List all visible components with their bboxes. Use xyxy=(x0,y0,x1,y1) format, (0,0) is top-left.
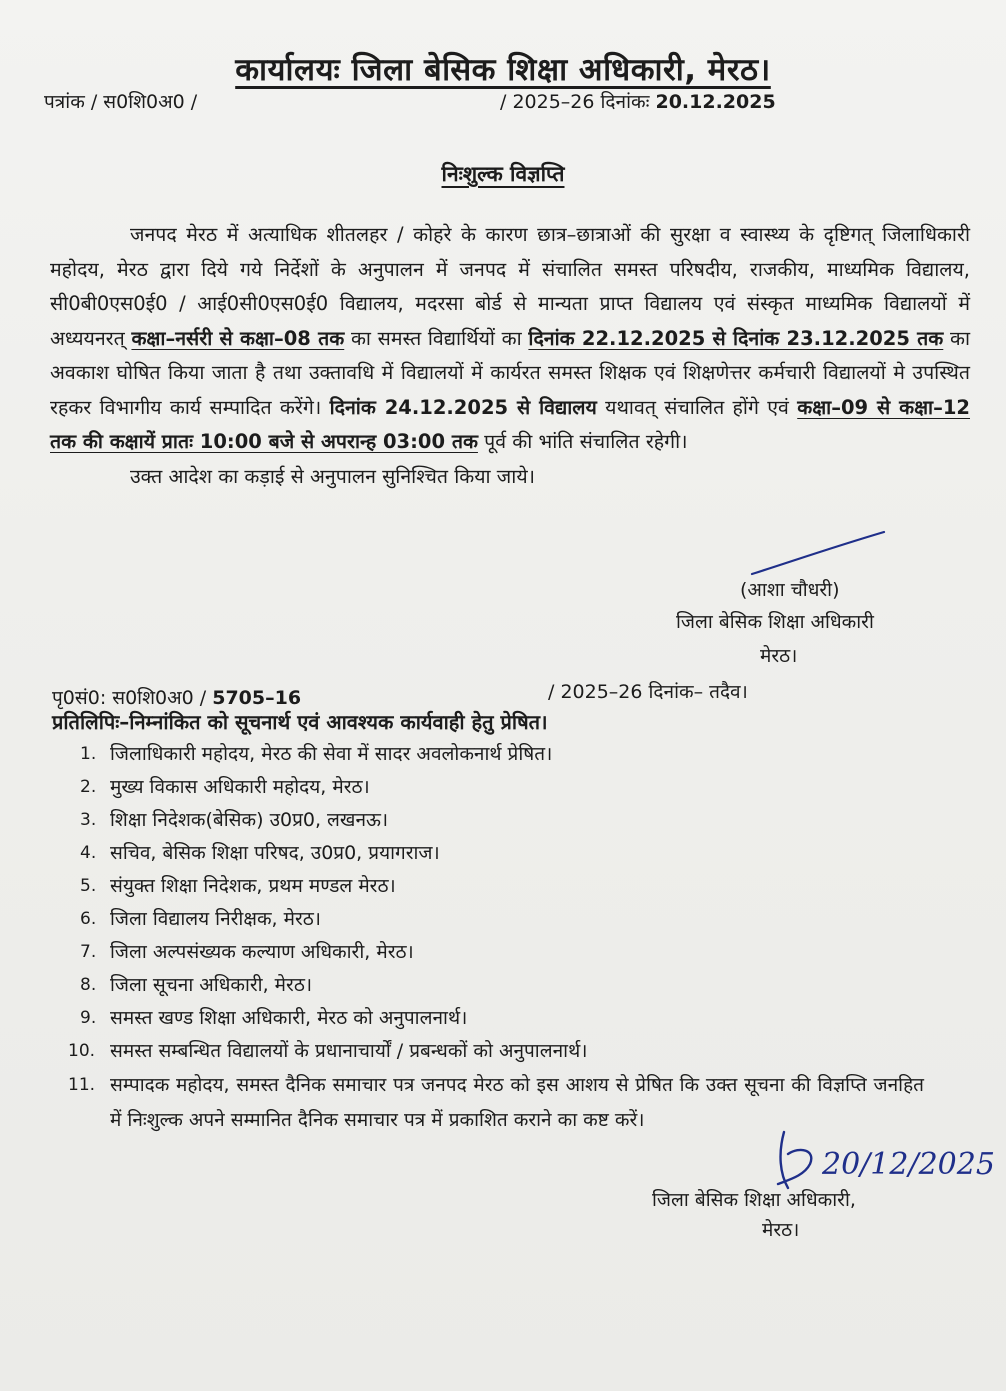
signature-date: 20/12/2025 xyxy=(822,1147,995,1182)
holiday-dates: दिनांक 22.12.2025 से दिनांक 23.12.2025 तक xyxy=(528,326,944,350)
notice-heading-text: निःशुल्क विज्ञप्ति xyxy=(441,162,565,186)
list-item: 6. जिला विद्यालय निरीक्षक, मेरठ। xyxy=(80,908,322,930)
copy-reference xyxy=(52,684,301,710)
signature-stroke xyxy=(750,528,890,578)
list-item: 3. शिक्षा निदेशक(बेसिक) उ0प्र0, लखनऊ। xyxy=(80,809,389,831)
footer-designation: जिला बेसिक शिक्षा अधिकारी, xyxy=(652,1189,856,1211)
signatory-name: (आशा चौधरी) xyxy=(740,579,840,601)
letter-date: 20.12.2025 xyxy=(655,91,776,113)
letter-reference: पत्रांक / स0शि0अ0 / xyxy=(44,91,198,113)
list-item: 11. सम्पादक महोदय, समस्त दैनिक समाचार पत्र जनपद मेरठ को इस आशय से प्रेषित कि उक्त सूचना की विज्ञप्ति जनहित में निःशुल्क अपने सम्मानित दैनिक समाचार पत्र में प्रकाशित कराने का कष्ट करें। xyxy=(68,1074,924,1131)
body-segment: यथावत् संचालित होंगे एवं xyxy=(605,395,789,419)
list-item: 4. सचिव, बेसिक शिक्षा परिषद, उ0प्र0, प्रयागराज। xyxy=(80,842,440,864)
class-range: कक्षा–नर्सरी से कक्षा–08 तक xyxy=(131,326,345,350)
notice-heading xyxy=(0,160,1006,188)
letter-date-prefix: / 2025–26 दिनांकः xyxy=(500,91,650,113)
office-title-text: कार्यालयः जिला बेसिक शिक्षा अधिकारी, मेरठ। xyxy=(235,52,771,88)
notice-body xyxy=(50,218,970,494)
resume-date: दिनांक 24.12.2025 से विद्यालय xyxy=(329,395,597,419)
copy-heading: प्रतिलिपिः–निम्नांकित को सूचनार्थ एवं आवश्यक कार्यवाही हेतु प्रेषित। xyxy=(52,710,548,734)
signatory-place: मेरठ। xyxy=(760,645,798,667)
office-title xyxy=(0,48,1006,90)
footer-place: मेरठ। xyxy=(762,1219,800,1241)
list-item: 5. संयुक्त शिक्षा निदेशक, प्रथम मण्डल मेरठ। xyxy=(80,875,396,897)
list-item: 1. जिलाधिकारी महोदय, मेरठ की सेवा में सादर अवलोकनार्थ प्रेषित। xyxy=(80,743,553,765)
list-item: 2. मुख्य विकास अधिकारी महोदय, मेरठ। xyxy=(80,776,370,798)
copy-date-line: / 2025–26 दिनांक– तदैव। xyxy=(548,681,748,703)
copy-reference-prefix: पृ0सं0: स0शि0अ0 / xyxy=(52,687,207,709)
class-timing: कक्षा–09 से कक्षा–12 तक की कक्षायें प्रातः 10:00 बजे से अपरान्ह 03:00 तक xyxy=(50,395,970,453)
body-segment: पूर्व की भांति संचालित रहेगी। xyxy=(484,430,688,453)
copy-recipient-list xyxy=(64,738,964,1138)
list-item: 10. समस्त सम्बन्धित विद्यालयों के प्रधानाचार्यों / प्रबन्धकों को अनुपालनार्थ। xyxy=(68,1040,588,1062)
body-segment: जनपद मेरठ में अत्याधिक शीतलहर / कोहरे के कारण छात्र–छात्राओं की सुरक्षा व स्वास्थ्य के दृष्टिगत् जिलाधिकारी महोदय, मेरठ द्वारा दिये गये निर्देशों के अनुपालन में जनपद में संचालित समस्त परिषदीय, राजकीय, माध्यमिक विद्यालय, सी0बी0एस0ई0 / आई0सी0एस0ई0 विद्यालय, मदरसा बोर्ड से मान्यता प्राप्त विद्यालय एवं संस्कृत माध्यमिक विद्यालयों में अध्ययनरत् xyxy=(50,223,970,350)
body-segment: का समस्त विद्यार्थियों का xyxy=(350,326,522,350)
notice-paragraph-1 xyxy=(50,218,970,460)
letter-date-line xyxy=(500,88,776,114)
body-segment: का अवकाश घोषित किया जाता है तथा उक्तावधि में विद्यालयों में कार्यरत समस्त शिक्षक एवं शिक्षणेत्तर कर्मचारी विद्यालयों मे उपस्थित रहकर विभागीय कार्य सम्पादित करेंगे। xyxy=(50,326,970,419)
list-item: 7. जिला अल्पसंख्यक कल्याण अधिकारी, मेरठ। xyxy=(80,941,414,963)
signatory-designation: जिला बेसिक शिक्षा अधिकारी xyxy=(676,611,874,633)
handwritten-signature xyxy=(770,1124,995,1194)
list-item: 9. समस्त खण्ड शिक्षा अधिकारी, मेरठ को अनुपालनार्थ। xyxy=(80,1007,468,1029)
copy-reference-number: 5705–16 xyxy=(212,687,302,709)
notice-paragraph-2: उक्त आदेश का कड़ाई से अनुपालन सुनिश्चित किया जाये। xyxy=(130,464,536,488)
list-item: 8. जिला सूचना अधिकारी, मेरठ। xyxy=(80,974,313,996)
